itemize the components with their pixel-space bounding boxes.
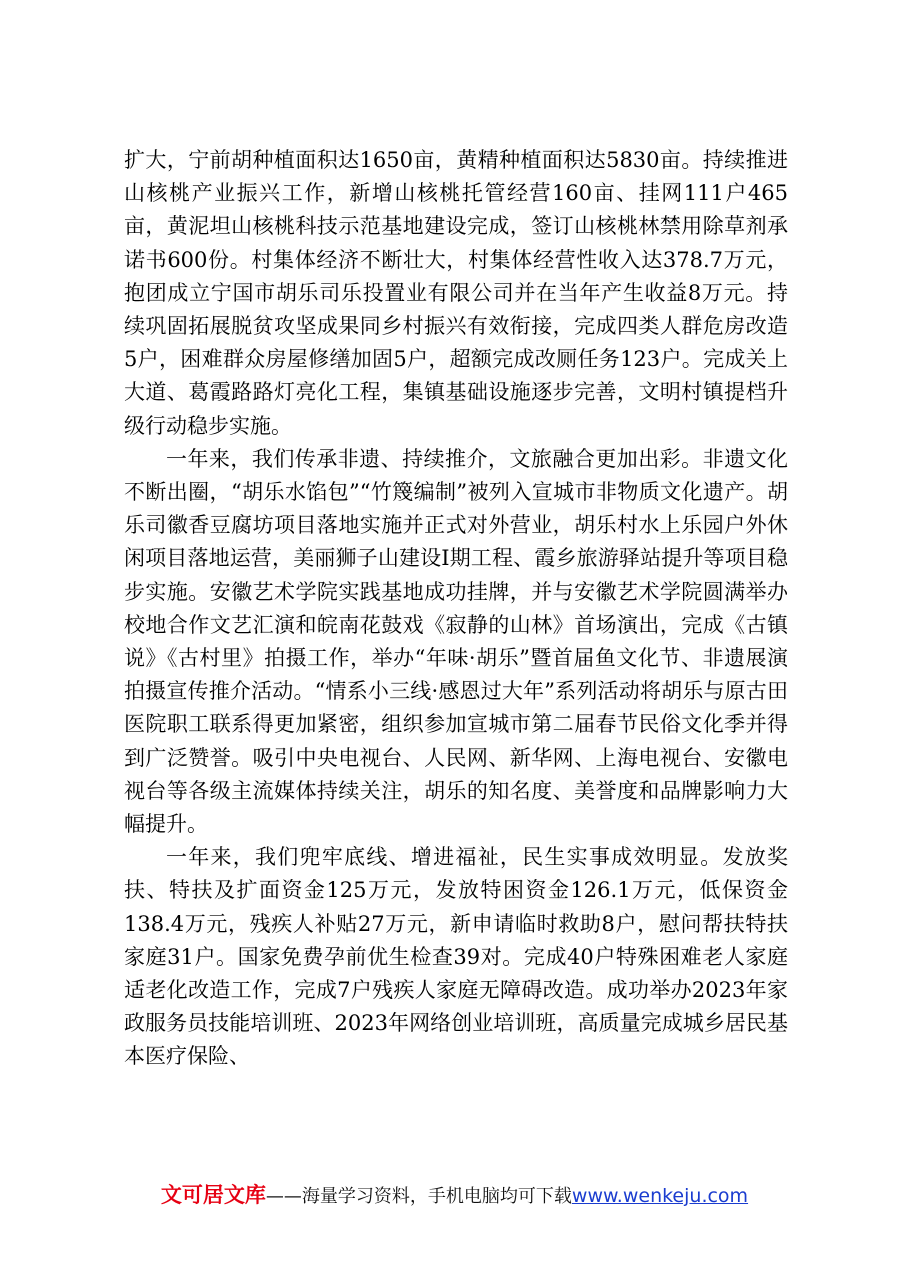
paragraph-3: 一年来，我们兜牢底线、增进福祉，民生实事成效明显。发放奖扶、特扶及扩面资金125万元，发放特困资金126.1万元，低保资金138.4万元，残疾人补贴27万元，新申请临时救助8户，慰问帮扶特扶家庭31户。国家免费孕前优生检查39对。完成40户特殊困难老人家庭适老化改造工作，完成7户残疾人家庭无障碍改造。成功举办2023年家政服务员技能培训班、2023年网络创业培训班，高质量完成城乡居民基本医疗保险、: [124, 845, 788, 1069]
footer-banner: [0, 1180, 909, 1212]
footer-site-link[interactable]: www.wenkeju.com: [571, 1185, 749, 1207]
paragraph-2: 一年来，我们传承非遗、持续推介，文旅融合更加出彩。非遗文化不断出圈，“胡乐水馅包”“竹篾编制”被列入宣城市非物质文化遗产。胡乐司徽香豆腐坊项目落地实施并正式对外营业，胡乐村水上乐园户外休闲项目落地运营，美丽狮子山建设Ⅰ期工程、霞乡旅游驿站提升等项目稳步实施。安徽艺术学院实践基地成功挂牌，并与安徽艺术学院圆满举办校地合作文艺汇演和皖南花鼓戏《寂静的山林》首场演出，完成《古镇说》《古村里》拍摄工作，举办“年味·胡乐”暨首届鱼文化节、非遗展演拍摄宣传推介活动。“情系小三线·感恩过大年”系列活动将胡乐与原古田医院职工联系得更加紧密，组织参加宣城市第二届春节民俗文化季并得到广泛赞誉。吸引中央电视台、人民网、新华网、上海电视台、安徽电视台等各级主流媒体持续关注，胡乐的知名度、美誉度和品牌影响力大幅提升。: [124, 446, 788, 837]
footer-brand: 文可居文库: [160, 1183, 266, 1207]
paragraph-1: 扩大，宁前胡种植面积达1650亩，黄精种植面积达5830亩。持续推进山核桃产业振兴工作，新增山核桃托管经营160亩、挂网111户465亩，黄泥坦山核桃科技示范基地建设完成，签订山核桃林禁用除草剂承诺书600份。村集体经济不断壮大，村集体经营性收入达378.7万元，抱团成立宁国市胡乐司乐投置业有限公司并在当年产生收益8万元。持续巩固拓展脱贫攻坚成果同乡村振兴有效衔接，完成四类人群危房改造5户，困难群众房屋修缮加固5户，超额完成改厕任务123户。完成关上大道、葛霞路路灯亮化工程，集镇基础设施逐步完善，文明村镇提档升级行动稳步实施。: [124, 148, 788, 438]
footer-tagline: ——海量学习资料，手机电脑均可下载: [265, 1186, 572, 1207]
document-body: [124, 144, 788, 1074]
